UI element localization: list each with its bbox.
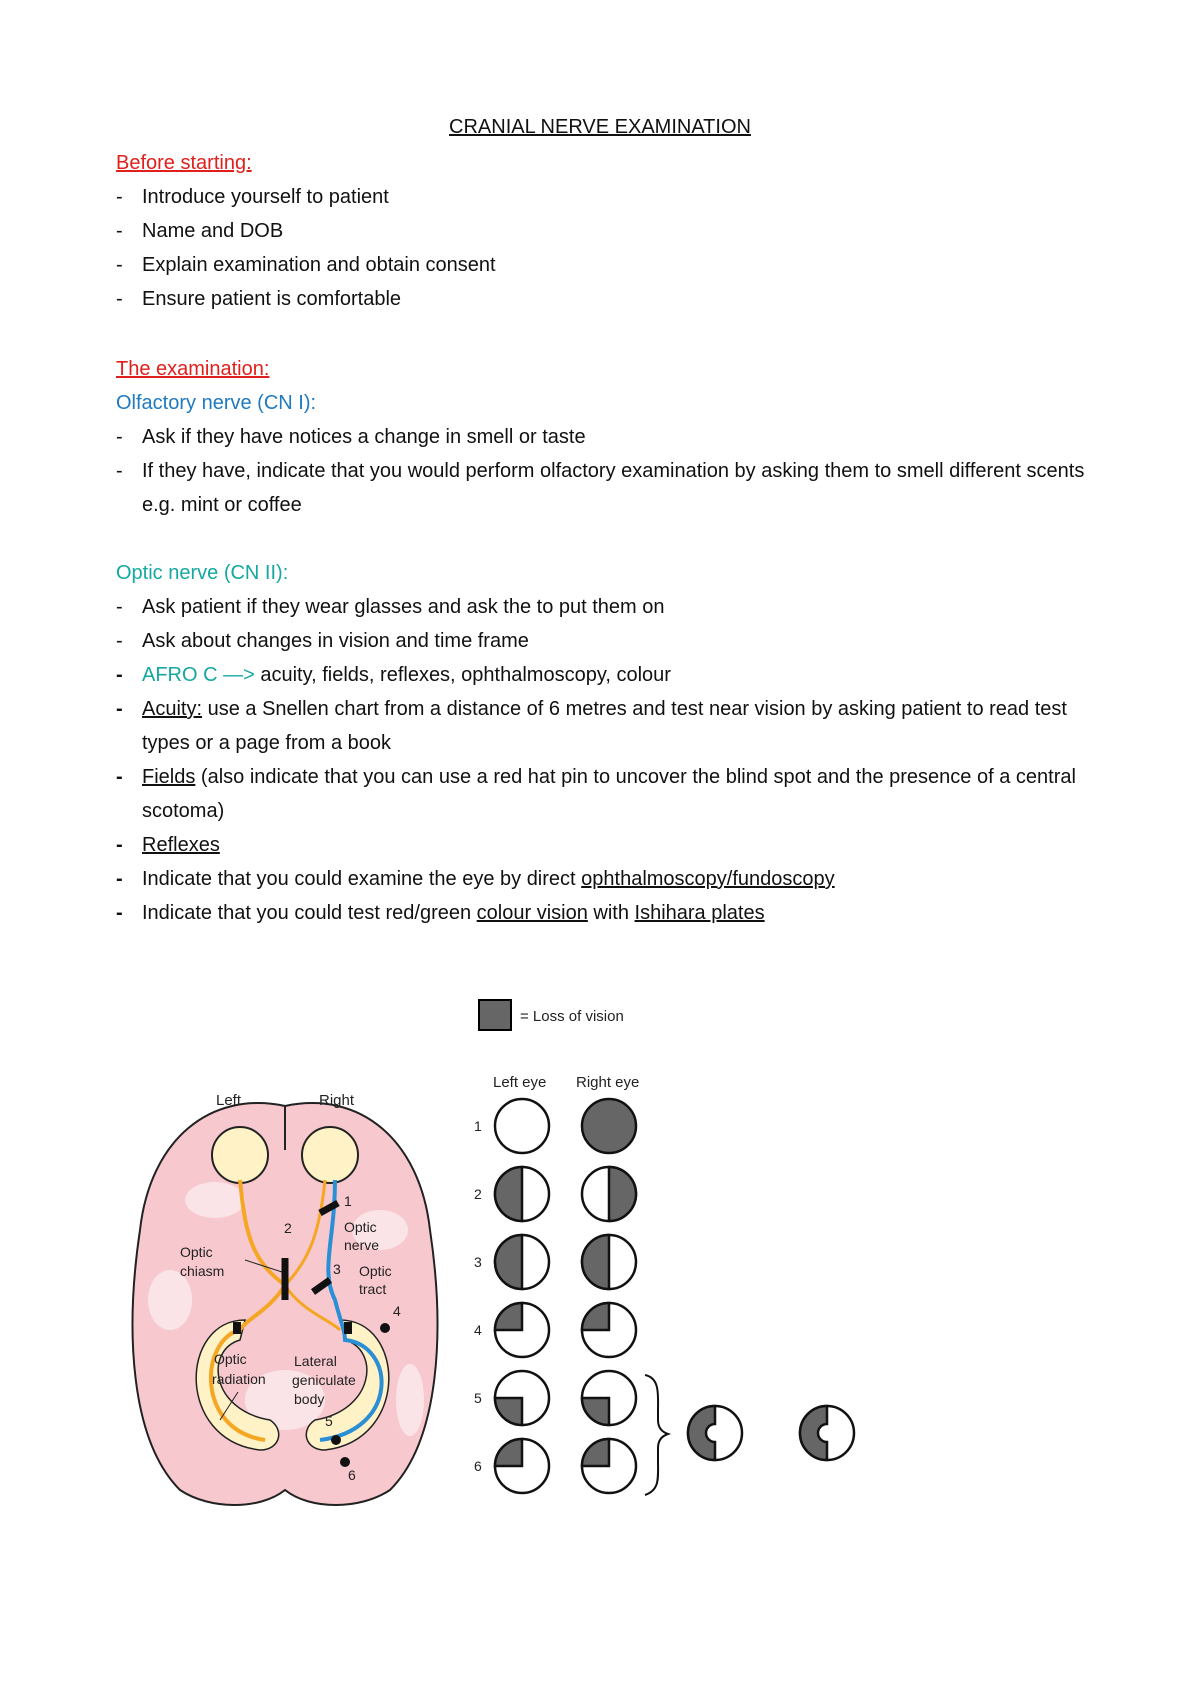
row-number: 4: [474, 1322, 482, 1338]
right-eye-field: [582, 1167, 636, 1221]
brain-left-label: Left: [216, 1092, 242, 1109]
left-eyeball: [212, 1127, 268, 1183]
colour-vision-link: colour vision: [476, 902, 588, 924]
lgb-marker-left: [233, 1322, 241, 1334]
optic-chiasm-label: Optic: [180, 1244, 213, 1260]
lesion-6: [340, 1457, 350, 1467]
ophth-link: ophthalmoscopy/fundoscopy: [581, 868, 835, 890]
reflexes-label: Reflexes: [142, 834, 220, 856]
optic-tract-label: Optic: [359, 1263, 392, 1279]
right-eye-field: [582, 1099, 636, 1153]
list-item: - Introduce yourself to patient: [116, 180, 1106, 214]
right-eye-field: [582, 1235, 636, 1289]
brain-right-label: Right: [319, 1092, 355, 1109]
lgb-marker-right: [344, 1322, 352, 1334]
row-number: 2: [474, 1186, 482, 1202]
brain-pattern: [148, 1270, 192, 1330]
field-defects: [474, 1099, 854, 1495]
fields-text: (also indicate that you can use a red hat pin to uncover the blind spot and the presence of a central scotoma): [142, 766, 1076, 822]
lesion-number: 1: [344, 1193, 352, 1209]
row-number: 5: [474, 1390, 482, 1406]
legend-text: = Loss of vision: [520, 1008, 624, 1025]
optic-radiation-label: radiation: [212, 1371, 266, 1387]
list-item: - Ask if they have notices a change in smell or taste: [116, 420, 1106, 454]
legend-swatch: [479, 1000, 511, 1030]
optic-chiasm-label: chiasm: [180, 1263, 225, 1279]
brain-pattern: [185, 1182, 245, 1218]
row-number: 3: [474, 1254, 482, 1270]
lgb-label: geniculate: [292, 1372, 356, 1388]
macular-sparing-left: [688, 1406, 742, 1460]
page-title: CRANIAL NERVE EXAMINATION: [449, 116, 751, 138]
brain-illustration: [133, 1092, 438, 1505]
before-heading: Before starting:: [116, 152, 252, 174]
right-eye-label: Right eye: [576, 1074, 640, 1091]
list-item: - Ask about changes in vision and time frame: [116, 624, 1106, 658]
left-eye-field: [495, 1099, 549, 1153]
optic-tract-label: tract: [359, 1281, 387, 1297]
afro-label: AFRO C —>: [142, 664, 255, 686]
list-item: - Explain examination and obtain consent: [116, 248, 1106, 282]
left-eye-label: Left eye: [493, 1074, 547, 1091]
colour-text: Indicate that you could test red/green: [142, 902, 477, 924]
optic-nerve-label: Optic: [344, 1219, 377, 1235]
afro-text: acuity, fields, reflexes, ophthalmoscopy, colour: [254, 664, 671, 686]
lesion-number: 3: [333, 1261, 341, 1277]
right-eye-field: [582, 1371, 636, 1425]
ishihara-link: Ishihara plates: [634, 902, 765, 924]
left-eye-field: [495, 1439, 549, 1493]
lesion-number: 2: [284, 1220, 292, 1236]
optic-radiation-label: Optic: [214, 1351, 247, 1367]
right-eye-field: [582, 1439, 636, 1493]
lesion-number: 6: [348, 1467, 356, 1483]
left-eye-field: [495, 1167, 549, 1221]
right-eye-field: [582, 1303, 636, 1357]
macular-sparing-right: [800, 1406, 854, 1460]
lesion-number: 5: [325, 1413, 333, 1429]
optic-heading: Optic nerve (CN II):: [116, 562, 289, 584]
fields-label: Fields: [142, 766, 196, 788]
exam-heading: The examination:: [116, 358, 270, 380]
olfactory-heading: Olfactory nerve (CN I):: [116, 392, 317, 414]
acuity-text: use a Snellen chart from a distance of 6 metres and test near vision by asking patient to read test types or a page from a book: [142, 698, 1067, 754]
left-eye-field: [495, 1303, 549, 1357]
acuity-label: Acuity:: [142, 698, 203, 720]
list-item: - Name and DOB: [116, 214, 1106, 248]
list-item: - Ensure patient is comfortable: [116, 282, 1106, 316]
row-number: 1: [474, 1118, 482, 1134]
left-eye-field: [495, 1371, 549, 1425]
optic-nerve-label: nerve: [344, 1237, 380, 1253]
row-number: 6: [474, 1458, 482, 1474]
brace: [645, 1375, 668, 1495]
lgb-label: Lateral: [294, 1353, 337, 1369]
lesion-number: 4: [393, 1303, 401, 1319]
lesion-4: [380, 1323, 390, 1333]
brain-pattern: [396, 1364, 424, 1436]
lesion-5: [331, 1435, 341, 1445]
left-eye-field: [495, 1235, 549, 1289]
list-item: - If they have, indicate that you would perform olfactory examination by asking them to smell different scents e.g. mint or coffee: [116, 454, 1106, 522]
ophth-text: Indicate that you could examine the eye by direct: [142, 868, 582, 890]
lgb-label: body: [294, 1391, 325, 1407]
list-item: - Ask patient if they wear glasses and ask the to put them on: [116, 590, 1106, 624]
right-eyeball: [302, 1127, 358, 1183]
colour-mid: with: [587, 902, 635, 924]
